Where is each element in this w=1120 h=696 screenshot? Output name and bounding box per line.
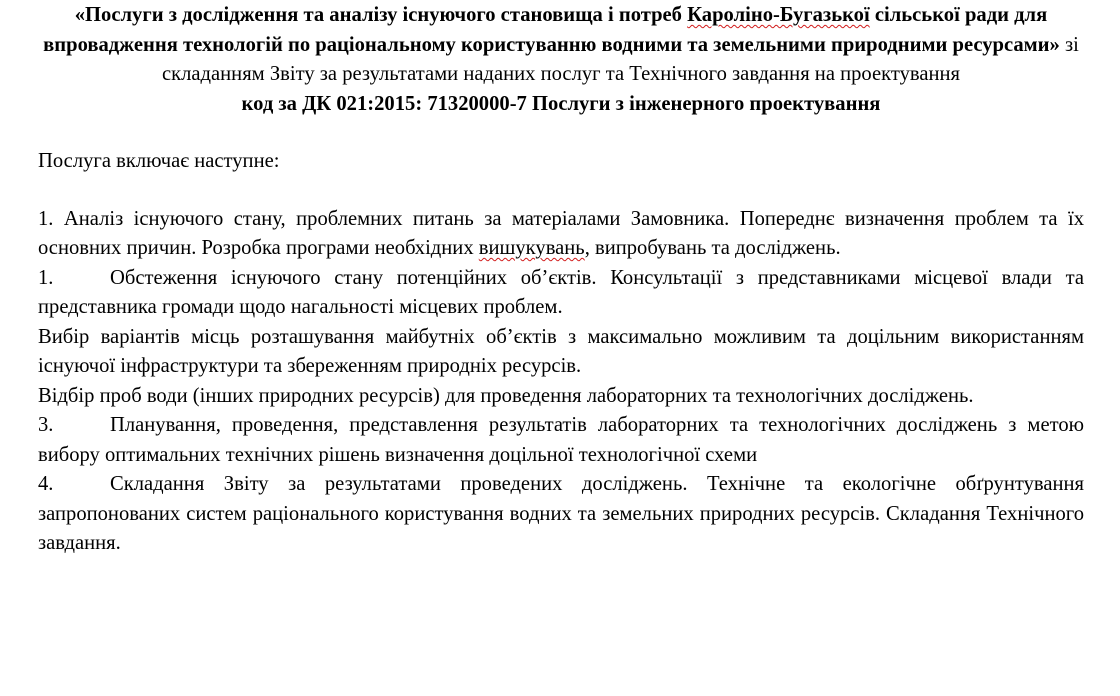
- item-text: Планування, проведення, представлення результатів лабораторних та технологічних досліджень з метою вибору оптимальних технічних рішень визначення доцільної технологічної схеми: [38, 414, 1084, 466]
- document-title: [38, 0, 1084, 90]
- list-item: [38, 264, 1084, 323]
- item-text-part-1: 1. Аналіз існуючого стану, проблемних питань за матеріалами Замовника. Попереднє визначення проблем та їх основних причин. Розробка програми необхідних: [38, 207, 1084, 259]
- list-item: [38, 323, 1084, 382]
- intro-text: Послуга включає наступне:: [38, 150, 280, 172]
- item-text: Вибір варіантів місць розташування майбутніх об’єктів з максимально можливим та доцільним використанням існуючої інфраструктури та збереженням природніх ресурсів.: [38, 325, 1084, 377]
- services-list: [38, 205, 1084, 559]
- title-bold-part-2: сільської ради для впровадження технологій по раціональному користуванню водними та земельними природними ресурсами»: [43, 4, 1060, 56]
- item-number: 1.: [38, 266, 54, 289]
- item-number: 4.: [38, 473, 54, 495]
- title-bold-part-1: «Послуги з дослідження та аналізу існуючого становища і потреб: [74, 4, 688, 26]
- item-text: Відбір проб води (інших природних ресурсів) для проведення лабораторних та технологічних досліджень.: [38, 384, 974, 407]
- list-item: [38, 382, 1084, 412]
- item-text: Складання Звіту за результатами проведених досліджень. Технічне та екологічне обґрунтування запропонованих систем раціонального користування водних та земельних природних ресурсів. Складання Технічного завдання.: [38, 473, 1084, 554]
- document-body: [38, 0, 1084, 559]
- list-item: [38, 470, 1084, 559]
- list-item: [38, 205, 1084, 264]
- title-normal-part: зі складанням Звіту за результатами наданих послуг та Технічного завдання на проектування: [161, 33, 1079, 85]
- classification-code-line: код за ДК 021:2015: 71320000-7 Послуги з інженерного проектування: [241, 92, 881, 115]
- item-text: Обстеження існуючого стану потенційних об’єктів. Консультації з представниками місцевої влади та представника громади щодо нагальності місцевих проблем.: [38, 266, 1084, 318]
- spellcheck-word: вишукувань: [478, 237, 585, 259]
- item-text-part-2: , випробувань та досліджень.: [584, 237, 841, 259]
- item-number: 3.: [38, 414, 54, 436]
- list-item: [38, 411, 1084, 470]
- title-bold-spellcheck-word: Кароліно-Бугазької: [687, 4, 870, 26]
